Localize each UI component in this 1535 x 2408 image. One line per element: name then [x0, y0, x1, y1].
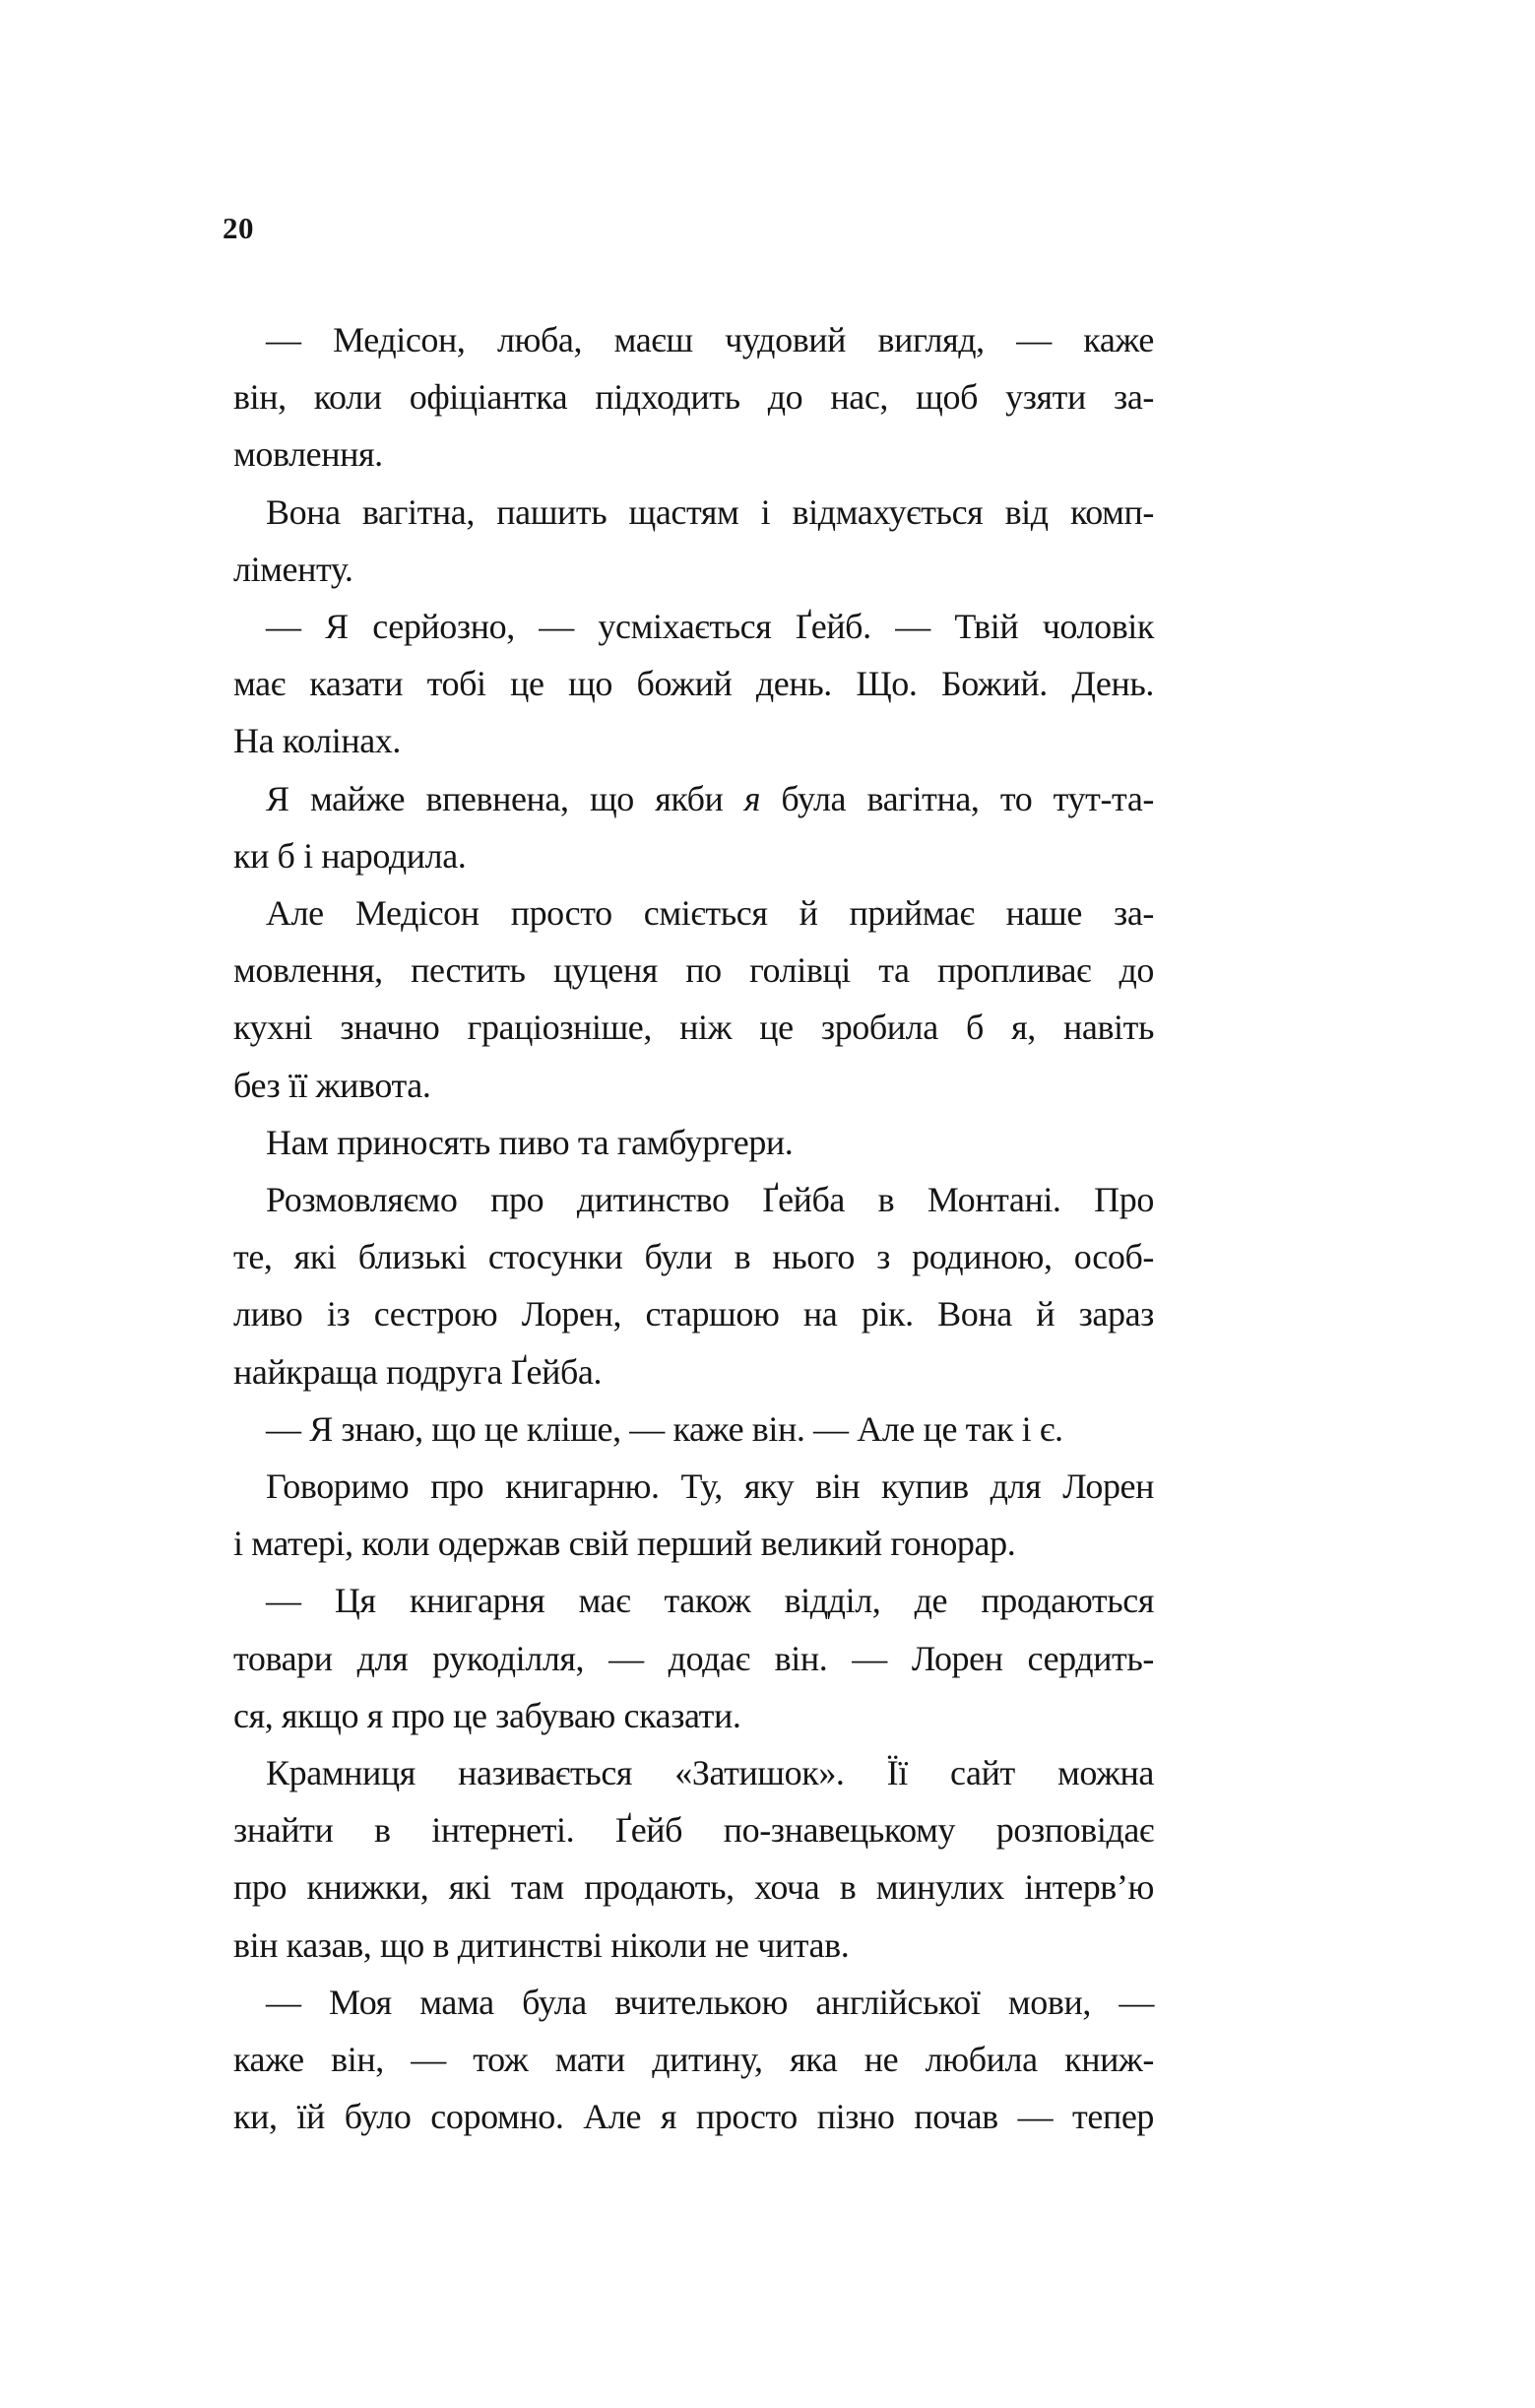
text-line: має казати тобі це що божий день. Що. Божий. День. [233, 664, 1154, 704]
text-segment: була вагітна, то тут-та- [760, 778, 1154, 818]
text-line: ся, якщо я про це забуваю сказати. [233, 1695, 741, 1735]
text-line: без її живота. [233, 1065, 431, 1105]
text-segment: Я майже впевнена, що якби [266, 778, 744, 818]
text-line: ліменту. [233, 549, 353, 589]
text-line: — Ця книгарня має також відділ, де продаються [266, 1581, 1154, 1621]
text-line: найкраща подруга Ґейба. [233, 1351, 603, 1392]
text-line: те, які близькі стосунки були в нього з родиною, особ- [233, 1237, 1154, 1277]
text-line: Але Медісон просто сміється й приймає наше за- [266, 893, 1154, 934]
text-line: Крамниця називається «Затишок». Її сайт можна [266, 1753, 1154, 1793]
text-line: він, коли офіціантка підходить до нас, щоб узяти за- [233, 377, 1154, 418]
text-line: мовлення. [233, 434, 383, 475]
text-line [233, 770, 1154, 827]
text-line: Розмовляємо про дитинство Ґейба в Монтані. Про [266, 1180, 1154, 1220]
text-line: Нам приносять пиво та гамбургери. [266, 1122, 794, 1162]
text-line: кухні значно граціозніше, ніж це зробила б я, навіть [233, 1008, 1154, 1048]
text-line: — Моя мама була вчителькою англійської мови, — [266, 1982, 1154, 2022]
text-line: товари для рукоділля, — додає він. — Лорен сердить- [233, 1638, 1154, 1678]
text-line: він казав, що в дитинстві ніколи не читав. [233, 1924, 850, 1965]
text-line: ливо із сестрою Лорен, старшою на рік. Вона й зараз [233, 1294, 1154, 1334]
text-line: ки б і народила. [233, 835, 467, 876]
text-line: Вона вагітна, пашить щастям і відмахується від комп- [266, 491, 1154, 532]
text-line: — Я серйозно, — усміхається Ґейб. — Твій чоловік [266, 607, 1154, 647]
text-line: мовлення, пестить цуценя по голівці та пропливає до [233, 950, 1154, 991]
italic-word: я [743, 778, 761, 818]
page-number: 20 [223, 211, 254, 245]
text-line: — Я знаю, що це кліше, — каже він. — Але це так і є. [266, 1408, 1063, 1449]
text-line: — Медісон, люба, маєш чудовий вигляд, — каже [266, 320, 1154, 359]
text-line: і матері, коли одержав свій перший великий гонорар. [233, 1524, 1016, 1564]
text-line: На колінах. [233, 721, 401, 761]
text-line: про книжки, які там продають, хоча в минулих інтерв’ю [233, 1867, 1154, 1908]
text-line: Говоримо про книгарню. Ту, яку він купив для Лорен [266, 1466, 1154, 1507]
text-line: ки, їй було соромно. Але я просто пізно почав — тепер [233, 2097, 1154, 2137]
text-line: каже він, — тож мати дитину, яка не любила книж- [233, 2040, 1154, 2080]
text-line: знайти в інтернеті. Ґейб по-знавецькому розповідає [233, 1810, 1154, 1851]
body-text [233, 311, 1154, 2146]
